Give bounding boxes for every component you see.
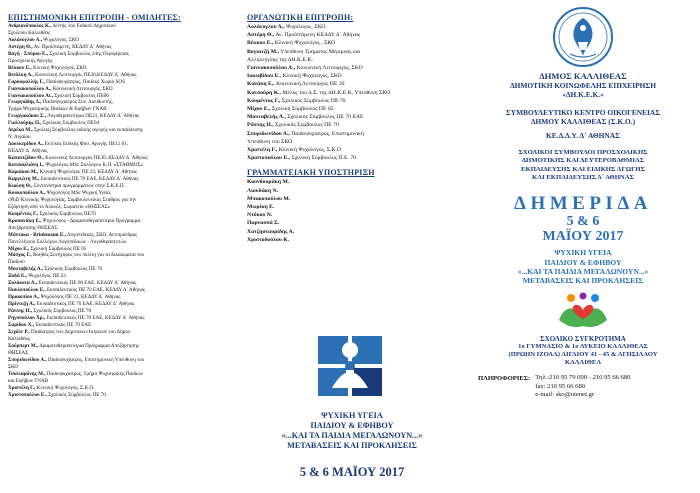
member-name: Μουταβελής Α., — [247, 114, 286, 121]
member-role: Ψυχολόγος, ΣΚΟ — [42, 36, 79, 43]
member-role: Σχολική Σύμβουλος ΠΕ 05 — [29, 245, 87, 252]
secretariat-member: Ντόκου Ν. — [247, 212, 273, 219]
member-name: Χριστοπούλου Ε., — [247, 155, 291, 162]
counseling-center-line-1: ΣΥΜΒΟΥΛΕΥΤΙΚΟ ΚΕΝΤΡΟ ΟΙΚΟΓΕΝΕΙΑΣ — [505, 108, 661, 117]
member-role: Κλινική Ψυχολόγος ΠΕ 23, ΚΕΔΔΥ Δ΄ Αθήνας — [38, 169, 138, 176]
member-name: Μίχου Ε., — [8, 245, 30, 252]
dhkek-logo-icon — [310, 326, 390, 406]
member-name: Αολάνογλου Α., — [8, 36, 42, 43]
member-role: Σχολικός Σύμβουλος ΠΕ 70 — [280, 97, 346, 104]
member-entry — [8, 65, 227, 72]
member-entry — [8, 385, 227, 392]
member-entry — [8, 72, 227, 79]
member-name: Κανάκη Ε., — [247, 81, 275, 88]
member-name: Γιαννακοπούλου Αι., — [8, 92, 53, 99]
member-role: ΘΗΣΕΑΣ — [8, 349, 29, 356]
member-entry — [247, 105, 460, 113]
advisors-line-2: ΔΗΜΟΤΙΚΗΣ ΚΑΙ ΔΕΥΤΕΡΟΒΑΘΜΙΑΣ — [521, 157, 645, 165]
member-entry — [247, 89, 460, 97]
member-name: Δουλκερίδου Α., — [8, 141, 44, 148]
member-role: Λογοθεραπεύτρια ΠΕ21, ΚΕΔΔΥ Δ΄ Αθήνας — [46, 113, 140, 120]
counseling-center-line-2: ΔΗΜΟΥ ΚΑΛΛΙΘΕΑΣ (Σ.Κ.Ο.) — [530, 117, 636, 126]
middle-date: 5 & 6 ΜΑΪΟΥ 2017 — [299, 465, 405, 479]
school-advisors — [472, 149, 694, 182]
member-role: Εκπαιδευτικός ΠΕ 70 ΕΑΕ, ΚΕΔΔΥ Δ΄ Αθήνας — [39, 175, 139, 182]
member-name: Σπυριδωνίδου Α., — [8, 356, 47, 363]
theme-line-4: ΜΕΤΑΒΑΣΕΙΣ ΚΑΙ ΠΡΟΚΛΗΣΕΙΣ — [522, 276, 644, 286]
secretariat-member: Λιουδάκη Ν. — [247, 187, 279, 194]
member-role: Τμήμα Ψυχιατρικής Παιδιών & Εφήβων ΓΝΑΒ — [8, 106, 107, 113]
member-entry — [247, 138, 460, 146]
member-role: Παιδίατρος των Δημοτικών Ιατρείων του Δήμου — [29, 328, 131, 335]
middle-theme — [247, 411, 457, 451]
member-role: Σχολείου Καλλιθέας — [8, 29, 51, 36]
member-name: Γιαννακοπούλου Α., — [247, 65, 296, 72]
member-role: Προσχολικής Αγωγής — [8, 57, 53, 64]
member-role: Πανελλήνιου Συλλόγου Λογοπεδικών - Λογοθεραπευτών. — [8, 238, 128, 245]
member-name: Γεωργακάκου Σ., — [8, 113, 46, 120]
member-entry — [8, 211, 227, 218]
member-name: Χριστοπούλου Ε., — [8, 391, 47, 398]
member-name: Μόσχος Γ., — [8, 252, 32, 259]
hands-heart-icon — [555, 290, 611, 330]
member-role: Σχολική Σύμβουλος ΠΕ 05 — [270, 106, 334, 113]
member-name: Ιακωβίδου Ε., — [247, 73, 282, 80]
member-name: Κουμέντος Γ., — [8, 210, 39, 217]
middle-theme-line-4: ΜΕΤΑΒΑΣΕΙΣ ΚΑΙ ΠΡΟΚΛΗΣΕΙΣ — [287, 441, 417, 450]
secretariat-title: ΓΡΑΜΜΑΤΕΙΑΚΗ ΥΠΟΣΤΗΡΙΞΗ — [247, 168, 375, 178]
member-role: Σχολικός Σύμβουλος ΠΕ70 — [38, 210, 96, 217]
secretariat-member: Παρνασσά Σ. — [247, 220, 280, 227]
secretariat-member: Κουνδουράκη Μ. — [247, 179, 290, 186]
member-role: Κλινική Ψυχολόγος, ΣΚΟ — [281, 73, 342, 80]
member-entry — [247, 121, 460, 129]
member-role: Εκπαιδευτικός ΠΕ 70 ΕΑΕ, ΚΕΔΔΥ Δ΄ Αθήνας — [35, 301, 135, 308]
member-entry — [8, 183, 227, 190]
member-role: Κοινωνική Λειτουργός ΠΕ 30 — [274, 81, 345, 88]
member-role: Κλινική Ψυχολόγος , ΣΚΟ — [273, 40, 336, 47]
member-role: Σχολική Σύμβουλος ΠΕ06 — [53, 92, 109, 99]
member-name: Κιούση Θ., — [8, 182, 33, 189]
member-name: Γαρουφαλλής Γ., — [8, 78, 45, 85]
member-role: Ψυχολόγος ΠΕ 23, ΚΕΔΔΥ Δ΄ Αθήνας — [39, 294, 121, 301]
info-label: ΠΛΗΡΟΦΟΡΙΕΣ: — [478, 375, 531, 383]
secretariat-member: Χριστοδούλου Κ. — [247, 236, 290, 243]
member-role: Ν. Αιγαίου — [8, 134, 31, 141]
member-entry — [8, 239, 227, 246]
member-name: Σαρίδου Χ., — [8, 321, 35, 328]
theme-line-2: ΠΑΙΔΙΟΥ & ΕΦΗΒΟΥ — [544, 257, 622, 267]
member-name: Κρασανάκη Ε., — [8, 217, 42, 224]
member-role: Δραματοθεραπεύτρια Πρόγραμμα Απεξάρτησης — [38, 342, 139, 349]
member-role: Σχολική Σύμβουλος Π.Ε. 70 — [290, 155, 357, 162]
member-entry — [8, 176, 227, 183]
member-role: Εκπ/κός Ειδικής Φυσ. Αγωγής ΠΕ11.01, — [43, 141, 129, 148]
member-name: Σεχάτε Ρ., — [8, 328, 30, 335]
member-entry — [8, 308, 227, 315]
member-entry — [8, 315, 227, 322]
member-entry — [8, 336, 227, 343]
member-role: Κοινωνική Λειτουργός ΠΕ30,ΚΕΔΔΥ Δ΄ Αθήνας — [33, 71, 137, 78]
hands-illustration — [472, 290, 694, 330]
secretariat-list — [247, 178, 460, 244]
member-role: ΚΕΔΔΥ Δ΄ Αθήνας — [8, 148, 48, 155]
member-name: Γιαλλούρης Π., — [8, 120, 42, 127]
member-role: Αν. Προϊστάμενη, ΚΕΔΔΥ Δ΄ Αθήνας — [32, 43, 112, 50]
member-name: Κατσαφλιάνη Ι., — [8, 162, 45, 169]
member-name: Χριστέλη Γ., — [247, 147, 278, 154]
member-role: Ψυχολόγος - Δραματοθεραπεύτρια Πρόγραμμα — [41, 217, 141, 224]
member-name: Δερέκα Μ., — [8, 127, 33, 134]
member-name: Σούμπερτ Μ., — [8, 342, 39, 349]
phone-line: Τηλ.:210 95 79 090 - 210 95 66 680 — [535, 374, 631, 382]
member-entry — [247, 130, 460, 138]
member-entry — [8, 190, 227, 197]
member-name: Μουταβελής Α., — [8, 266, 44, 273]
enterprise-name: ΔΗΜΟΤΙΚΗ ΚΟΙΝΩΦΕΛΗΣ ΕΠΙΧΕΙΡΗΣΗ — [510, 81, 656, 90]
member-entry — [247, 23, 460, 31]
member-entry — [8, 329, 227, 336]
member-entry — [8, 51, 227, 58]
secretariat-member: Μπακοπούλου Μ. — [247, 195, 291, 202]
member-entry — [247, 64, 460, 72]
member-entry — [247, 72, 460, 80]
member-name: Γιαννακοπούλου Α., — [8, 85, 52, 92]
member-name: Βέκκου Ε., — [8, 64, 32, 71]
member-entry — [8, 204, 227, 211]
member-name: Πρίντεζη Α., — [8, 301, 36, 308]
member-role: Εκπαιδευτικός ΠΕ 70 ΕΑΕ — [34, 321, 92, 328]
member-role: Ψυχολόγος MSc Ψυχική Υγεία, — [45, 189, 112, 196]
middle-theme-line-3: «...ΚΑΙ ΤΑ ΠΑΙΔΙΑ ΜΕΓΑΛΩΝΟΥΝ...» — [281, 431, 423, 440]
member-role: Σχολικός Σύμβουλος ΠΕ 70 — [43, 266, 103, 273]
member-entry — [8, 162, 227, 169]
member-entry — [247, 97, 460, 105]
member-role: Σχολικός Σύμβουλος ΠΕ 70 — [273, 122, 339, 129]
member-name: Αολάνογλου Α., — [247, 24, 285, 30]
member-role: Κλινική Ψυχολόγος, Σ.Κ.Ο — [277, 147, 342, 154]
kallithea-emblem-icon — [552, 6, 614, 68]
event-title: ΔΗΜΕΡΙΔΑ — [514, 193, 652, 215]
member-name: Αστέρη Θ., — [247, 32, 275, 39]
venue-line-3: (ΠΡΩΗΝ ΙΖΟΛΑ) ΑΙΓΑΙΟΥ 41 - 45 & ΑΓΗΣΙΛΑΟΥ — [508, 351, 658, 359]
member-role: Κοινωνική Λειτουργός ΠΕ30, ΚΕΔΔΥ Δ΄ Αθήνας — [43, 155, 148, 162]
member-name: Ανδριανόπουλος Κ., — [8, 23, 52, 29]
member-role: Παιδοψυχίατρος, Επιστημονική — [289, 130, 364, 137]
venue-line-2: 1ο ΓΥΜΝΑΣΙΟ & 1ο ΛΥΚΕΙΟ ΚΑΛΛΙΘΕΑΣ — [518, 343, 648, 351]
member-role: Συντονίστρια προγραμμάτων στην Σ.Κ.Ε.Π. — [32, 182, 126, 189]
member-role: Σχολικός Σύμβουλος ΠΕ04 — [41, 120, 100, 127]
event-month-year: ΜΑΪΟΥ 2017 — [542, 229, 624, 245]
member-name: Κουμέντος Γ., — [247, 97, 281, 104]
member-entry — [8, 378, 227, 385]
advisors-line-4: ΚΑΙ ΕΚΠΑΙΔΕΥΣΗΣ Δ΄ ΑΘΗΝΑΣ — [532, 173, 634, 181]
municipality-name: ΔΗΜΟΣ ΚΑΛΛΙΘΕΑΣ — [539, 71, 627, 81]
member-name: Κατσούρη Κ., — [247, 89, 281, 96]
middle-theme-line-1: ΨΥΧΙΚΗ ΥΓΕΙΑ — [321, 411, 383, 420]
enterprise-acronym: «ΔΗ.Κ.Ε.Κ.» — [562, 90, 604, 99]
member-role: Σχολικός Σύμβουλος ΠΕ 70 — [32, 308, 92, 315]
member-entry — [247, 146, 460, 154]
member-role: Υπεύθυνη Τμήματος Μέριμνας και — [278, 48, 361, 55]
kedy-name: ΚΕ.Δ.Δ.Υ. Δ΄ ΑΘΗΝΑΣ — [546, 131, 620, 140]
member-name: Μίχου Ε., — [247, 106, 271, 113]
member-entry — [8, 350, 227, 357]
member-name: Γεωργιάδης Δ., — [8, 99, 42, 106]
member-name: Χριστέλη Γ., — [8, 384, 36, 391]
member-role: και Εφήβων ΓΝΑΒ — [8, 377, 49, 384]
member-name: Ράπτης Π., — [8, 308, 33, 315]
member-role: Λογοπεδικός, ΣΚΟ, Αντιπρόεδρος — [65, 231, 138, 238]
scientific-committee-title: ΕΠΙΣΤΗΜΟΝΙΚΗ ΕΠΙΤΡΟΠΗ - ΟΜΙΛΗΤΕΣ: — [8, 13, 181, 22]
member-entry — [8, 322, 227, 329]
member-role: ΣΚΟ — [8, 363, 19, 370]
municipality-logo — [472, 6, 694, 68]
member-role: Κοινωνική Λειτουργός, ΣΚΟ — [295, 65, 363, 72]
venue-line-1: ΣΧΟΛΙΚΟ ΣΥΓΚΡΟΤΗΜΑ — [540, 334, 626, 343]
member-role: Εξάρτηση από το Αλκοόλ, Σωματείο «ΘΗΣΕΑΣ» — [8, 203, 111, 210]
member-entry — [8, 141, 227, 148]
member-entry — [8, 197, 227, 204]
advisors-line-3: ΕΚΠΑΙΔΕΥΣΗΣ ΚΑΙ ΕΙΔΙΚΗΣ ΑΓΩΓΗΣ — [521, 165, 645, 173]
member-role: Υπεύθυνη του ΣΚΟ — [247, 138, 293, 145]
event-days: 5 & 6 — [566, 214, 600, 230]
member-role: Σχολική Σύμβουλος ειδικής αγωγής και εκπαίδευσης — [32, 127, 143, 134]
member-role: Κοινωνική Λειτουργός, ΣΚΟ — [51, 85, 113, 92]
member-entry — [247, 31, 460, 39]
advisors-line-1: ΣΧΟΛΙΚΟΙ ΣΥΜΒΟΥΛΟΙ ΠΡΟΣΧΟΛΙΚΗΣ — [518, 149, 648, 156]
member-name: Κοραϊκου Μ., — [8, 169, 39, 176]
middle-theme-line-2: ΠΑΙΔΙΟΥ & ΕΦΗΒΟΥ — [310, 421, 394, 430]
member-role: Βοηθός Συνήγορος του πολίτη για τα Δικαιώματα του — [31, 252, 145, 259]
member-name: Καργιώτη Μ., — [8, 175, 40, 182]
member-entry — [8, 357, 227, 364]
scientific-committee-list — [8, 23, 227, 398]
member-entry — [8, 218, 227, 225]
member-name: Αστέρη Θ., — [8, 43, 33, 50]
member-role: Παιδοψυχίατρος, Παιδικό Χωριό SOS — [44, 78, 125, 85]
contact-info — [472, 374, 694, 399]
member-role: Απεξάρτησης ΘΗΣΕΑΣ — [8, 224, 58, 231]
event-column — [466, 0, 700, 493]
member-role: Παιδοψυχίατρος, Επιστημονική Υπεύθυνη του — [46, 356, 145, 363]
member-entry — [8, 30, 227, 37]
member-role: Παιδιού — [8, 259, 25, 266]
member-name: Βέκκου Ε., — [247, 40, 274, 47]
secretariat-member: Χατζησταυρίδης Α. — [247, 228, 295, 235]
member-entry — [8, 37, 227, 44]
member-name: Ξυδά Ε., — [8, 273, 27, 280]
member-role: Δ/ντής 1ου Ειδικού Δημοτικού — [51, 23, 116, 29]
member-entry — [8, 169, 227, 176]
member-role: cPhD Κλινικής Ψυχολογίας, Συμβουλευτικός Σταθμός για την — [8, 196, 137, 203]
member-name: Βιτάλκη Α., — [8, 71, 34, 78]
member-name: Βαγή - Σπύρου Ε., — [8, 50, 49, 57]
member-entry — [247, 113, 460, 121]
member-entry — [247, 80, 460, 88]
member-role: Παιδοψυχίατρος Συν. Διευθυντής, — [41, 99, 114, 106]
member-role: Παιδοψυχίατρος, Τμήμα Ψυχιατρικής Παιδιών — [45, 370, 144, 377]
member-role: Καλλιθέας — [8, 335, 30, 342]
member-role: Ψυχολόγος, ΣΚΟ — [284, 24, 326, 30]
member-role: Εκπαιδευτικός ΠΕ 70 ΕΑΕ, ΚΕΔΔΥ Δ΄ Αθήνας — [45, 287, 145, 294]
fax-line: fax: 210 95 66 680 — [535, 382, 586, 390]
member-name: Παυλοπούλου Ε., — [8, 287, 46, 294]
member-name: Βογιατζή Μ., — [247, 48, 279, 55]
member-role: Ψυχολόγος MSc Συλλόγου Κ.Π. «ΣΤΑΘΜΟΣ» — [44, 162, 144, 169]
member-entry — [8, 364, 227, 371]
theme-line-3: «...ΚΑΙ ΤΑ ΠΑΙΔΙΑ ΜΕΓΑΛΩΝΟΥΝ...» — [517, 267, 649, 276]
member-name: Κουκοπούλου Α., — [8, 189, 46, 196]
member-entry — [8, 58, 227, 65]
member-entry — [247, 39, 460, 47]
member-role: Αν. Προϊστάμενη ΚΕΔΔΥ Δ΄ Αθήνας — [274, 32, 361, 39]
email-line[interactable]: e-mail: sko@otenet.gr — [535, 390, 595, 398]
member-entry — [8, 343, 227, 350]
member-entry — [8, 252, 227, 259]
member-name: Ράπτης Π., — [247, 122, 274, 129]
member-role: Μέλος του Δ.Σ. της ΔΗ.Κ.Ε.Κ, Υπεύθυνη ΣΚΟ — [280, 89, 391, 96]
member-role: Σχολικός Σύμβουλος ΠΕ 70 — [46, 391, 106, 398]
member-entry — [8, 86, 227, 93]
member-role: Εκπαιδευτικός ΠΕ 70 ΕΑΕ, ΚΕΔΔΥ Δ΄ Αθήνας — [45, 315, 145, 322]
member-entry — [247, 56, 460, 64]
scientific-committee-column — [0, 0, 233, 493]
member-role: Εκπαιδευτικός ΠΕ 60 ΕΑΕ, ΚΕΔΔΥ Δ΄ Αθήνας — [37, 280, 137, 287]
member-role: Ψυχολόγος ΠΕ 23 — [26, 273, 66, 280]
member-entry — [8, 371, 227, 378]
member-role: Σχολικός Σύμβουλος ΠΕ 70 ΕΑΕ — [285, 114, 364, 121]
organizing-committee-title: ΟΡΓΑΝΩΤΙΚΗ ΕΠΙΤΡΟΠΗ: — [247, 13, 354, 22]
member-name: Προκοπίου Α., — [8, 294, 40, 301]
venue-line-4: ΚΑΛΛΙΘΕΑ — [564, 359, 602, 367]
member-name: Τσαλιαμάνης Μ., — [8, 370, 46, 377]
member-name: Ρηγοπούλου Χρ., — [8, 315, 46, 322]
member-entry — [8, 225, 227, 232]
member-name: Σπυριδωνίδου Α., — [247, 130, 290, 137]
member-entry — [8, 127, 227, 134]
member-role: Αλληλεγγύης της ΔΗ.Κ.Ε.Κ. — [247, 56, 313, 63]
member-role: Κλινική Ψυχολόγος, Σ.Κ.Ο. — [35, 384, 95, 391]
member-name: Ξυλόκοτα Α., — [8, 280, 38, 287]
member-entry — [8, 392, 227, 399]
member-entry — [8, 44, 227, 51]
secretariat-member: Μωρίκη Ε. — [247, 204, 275, 211]
member-entry — [8, 23, 227, 30]
member-role: Σχολική Σύμβουλος 24ης Περιφέρειας — [48, 50, 129, 57]
member-name: Καπανιζίδου Θ., — [8, 155, 44, 162]
member-entry — [8, 79, 227, 86]
member-entry — [8, 232, 227, 239]
member-entry — [247, 154, 460, 162]
theme-line-1: ΨΥΧΙΚΗ ΥΓΕΙΑ — [554, 248, 612, 258]
member-role: Κλινική Ψυχολόγος, ΣΚΟ — [31, 64, 87, 71]
member-entry — [8, 99, 227, 106]
member-entry — [247, 48, 460, 56]
member-name: Μάντακα - Brinkmann Ε., — [8, 231, 66, 238]
organizing-committee-list — [247, 23, 460, 162]
